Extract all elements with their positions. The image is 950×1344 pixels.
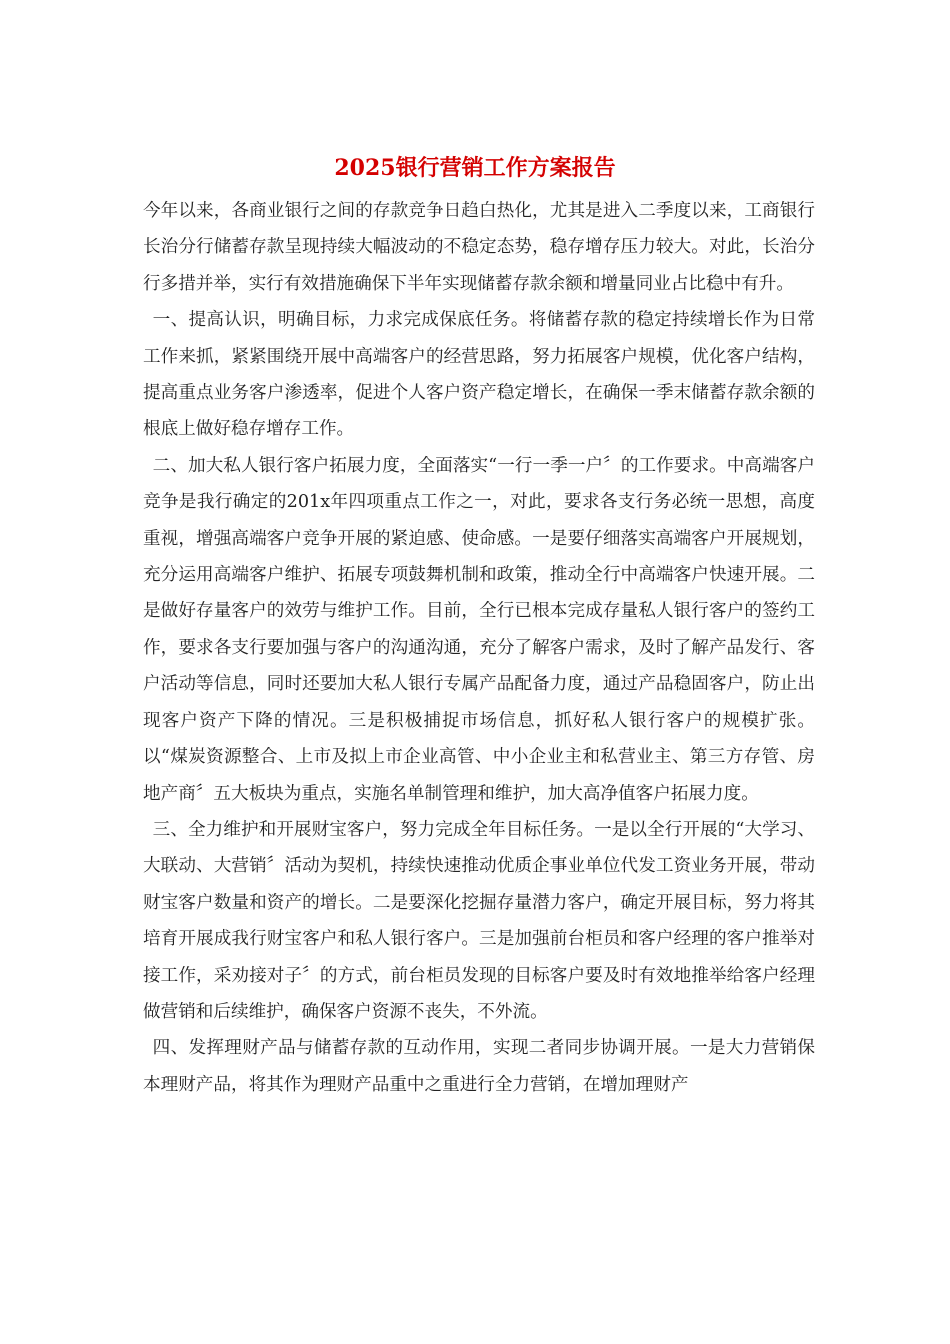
paragraph-section-1: 一、提高认识，明确目标，力求完成保底任务。将储蓄存款的稳定持续增长作为日常工作来抓，紧紧围绕开展中高端客户的经营思路，努力拓展客户规模，优化客户结构，提高重点业务客户渗透率，促进个人客户资产稳定增长，在确保一季末储蓄存款余额的根底上做好稳存增存工作。 [143, 310, 815, 440]
paragraph-intro: 今年以来，各商业银行之间的存款竞争日趋白热化，尤其是进入二季度以来，工商银行长治分行储蓄存款呈现持续大幅波动的不稳定态势，稳存增存压力较大。对此，长治分行多措并举，实行有效措施确保下半年实现储蓄存款余额和增量同业占比稳中有升。 [143, 201, 815, 294]
document-title: 2025银行营销工作方案报告 [334, 155, 616, 181]
paragraph-section-3: 三、全力维护和开展财宝客户，努力完成全年目标任务。一是以全行开展的“大学习、大联动、大营销〞活动为契机，持续快速推动优质企事业单位代发工资业务开展，带动财宝客户数量和资产的增长。二是要深化挖掘存量潜力客户，确定开展目标，努力将其培育开展成我行财宝客户和私人银行客户。三是加强前台柜员和客户经理的客户推举对接工作，采劝接对子〞的方式，前台柜员发现的目标客户要及时有效地推举给客户经理做营销和后续维护，确保客户资源不丧失，不外流。 [143, 819, 815, 1022]
paragraph-section-4: 四、发挥理财产品与储蓄存款的互动作用，实现二者同步协调开展。一是大力营销保本理财产品，将其作为理财产品重中之重进行全力营销，在增加理财产 [143, 1038, 815, 1095]
paragraph-section-2: 二、加大私人银行客户拓展力度，全面落实“一行一季一户〞的工作要求。中高端客户竞争是我行确定的201x年四项重点工作之一，对此，要求各支行务必统一思想，高度重视，增强高端客户竞争开展的紧迫感、使命感。一是要仔细落实高端客户开展规划，充分运用高端客户维护、拓展专项鼓舞机制和政策，推动全行中高端客户快速开展。二是做好存量客户的效劳与维护工作。目前，全行已根本完成存量私人银行客户的签约工作，要求各支行要加强与客户的沟通沟通，充分了解客户需求，及时了解产品发行、客户活动等信息，同时还要加大私人银行专属产品配备力度，通过产品稳固客户，防止出现客户资产下降的情况。三是积极捕捉市场信息，抓好私人银行客户的规模扩张。以“煤炭资源整合、上市及拟上市企业高管、中小企业主和私营业主、第三方存管、房地产商〞五大板块为重点，实施名单制管理和维护，加大高净值客户拓展力度。 [143, 455, 815, 804]
document-body [143, 193, 815, 1103]
